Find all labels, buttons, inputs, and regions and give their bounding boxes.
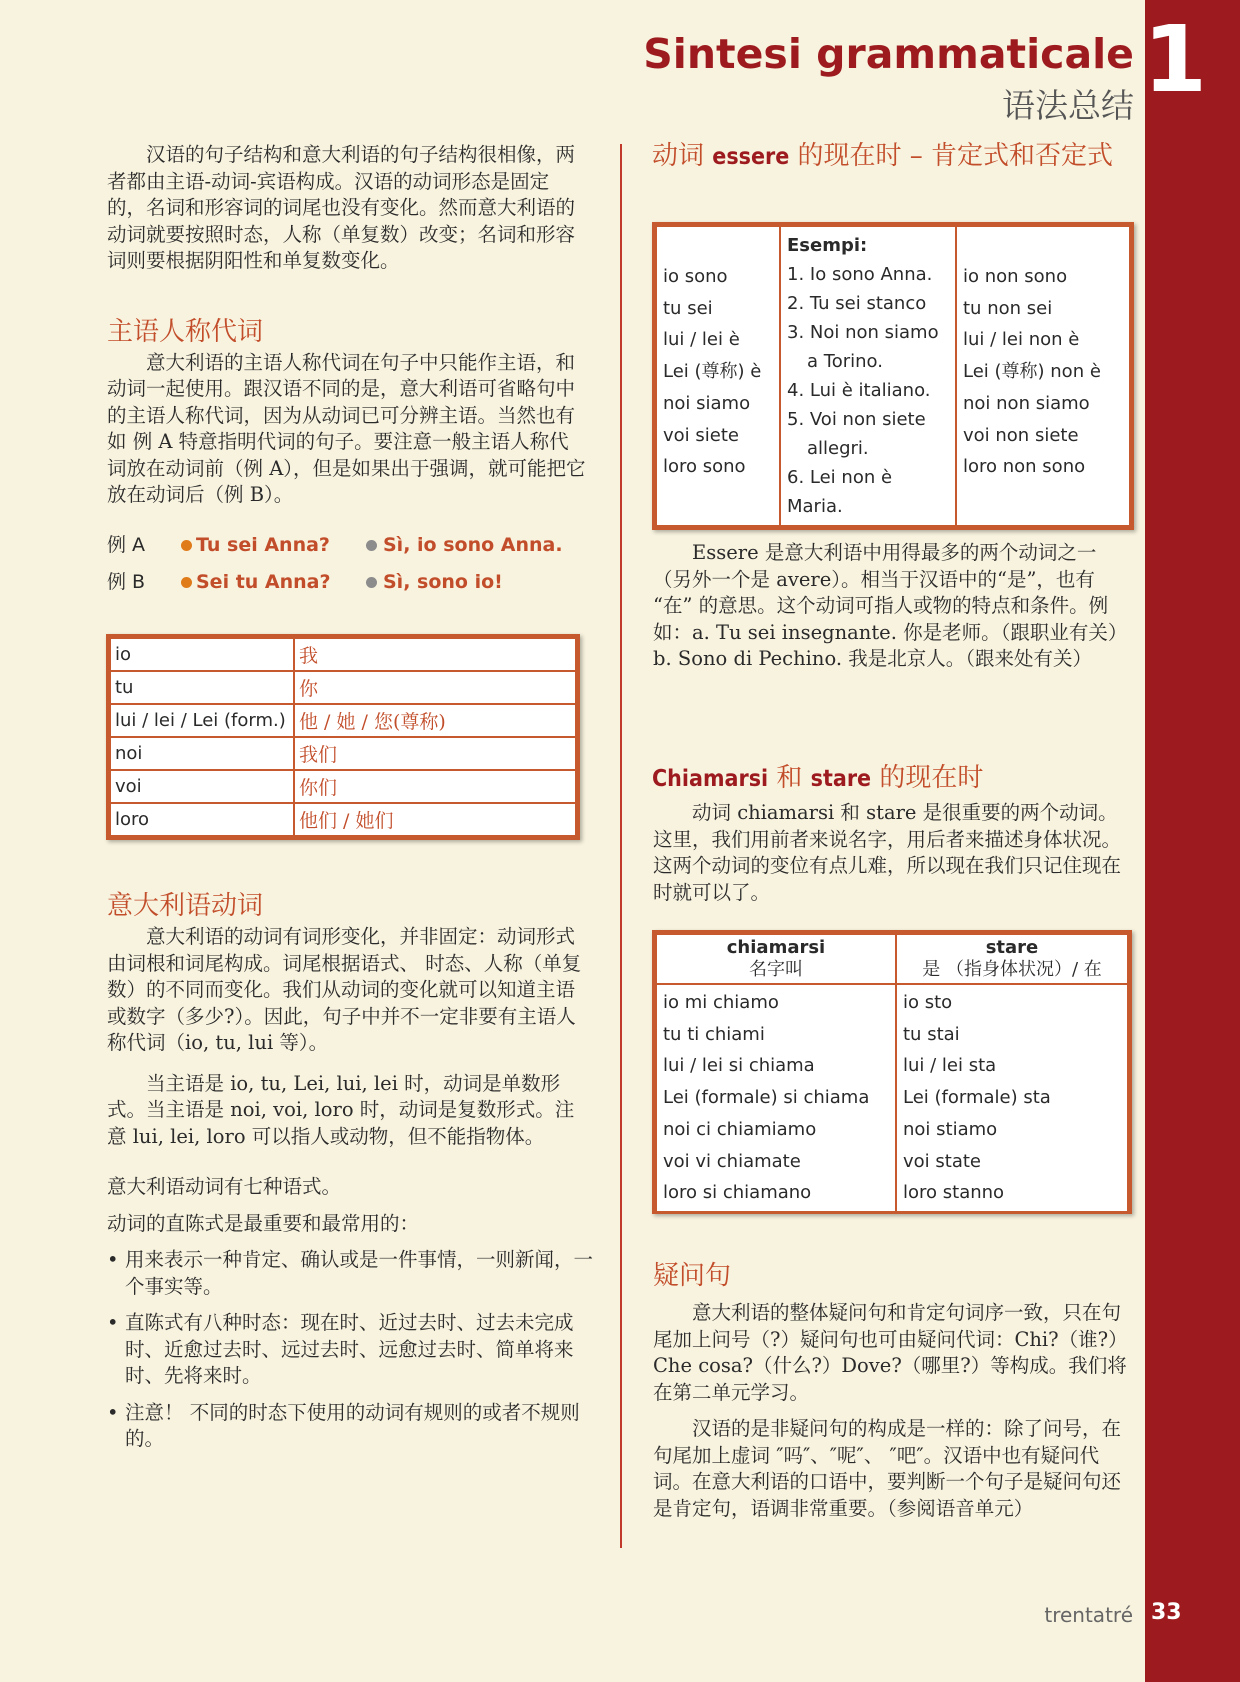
chiamarsi-heading <box>652 757 1132 794</box>
conjugation: loro non sono <box>963 456 1086 478</box>
conjugation: voi vi chiamate <box>663 1150 801 1172</box>
example-b <box>107 564 587 601</box>
example: 1. Io sono Anna. <box>787 264 933 285</box>
table-row <box>656 226 1130 526</box>
conjugation: tu ti chiami <box>663 1023 765 1045</box>
conjugation: Lei (尊称) è <box>663 361 762 383</box>
verbs-p4: 动词的直陈式是最重要和最常用的： <box>107 1211 420 1235</box>
col2-header <box>896 934 1128 984</box>
verbs-heading: 意大利语动词 <box>107 891 264 921</box>
chiamarsi-description <box>653 800 1133 906</box>
heading-verb: Chiamarsi <box>652 766 769 792</box>
table-row <box>110 704 576 737</box>
conjugation: io non sono <box>963 266 1068 287</box>
example-b-question: Sei tu Anna? <box>196 570 331 593</box>
conjugation: tu non sei <box>963 297 1053 319</box>
conjugation: noi ci chiamiamo <box>663 1118 817 1140</box>
pronoun-zh: 他们 / 她们 <box>294 803 576 836</box>
table-header-row <box>656 934 1128 984</box>
pronoun-it: tu <box>110 671 294 704</box>
pronoun-it: loro <box>110 803 294 836</box>
questions-p1: 意大利语的整体疑问句和肯定句词序一致，只在句尾加上问号（?）疑问句也可由疑问代词：Chi?（谁?）Che cosa?（什么?）Dove?（哪里?）等构成。我们将在第二单元学习。 <box>653 1301 1128 1404</box>
example: 4. Lui è italiano. <box>787 380 931 401</box>
conjugation: noi non siamo <box>963 392 1090 414</box>
table-row <box>110 803 576 836</box>
conjugation: loro stanno <box>903 1182 1005 1204</box>
verbs-p2: 当主语是 io, tu, Lei, lui, lei 时，动词是单数形式。当主语是 noi, voi, loro 时，动词是复数形式。注意 lui, lei, loro 可以指人或动物，但不能指物体。 <box>107 1071 575 1148</box>
conjugation: tu stai <box>903 1023 960 1045</box>
conjugation: voi state <box>903 1150 981 1172</box>
pronoun-it: noi <box>110 737 294 770</box>
heading-text: 动词 <box>652 141 705 171</box>
conjugation: Lei (formale) si chiama <box>663 1087 870 1109</box>
example: 3. Noi non siamo a Torino. <box>787 322 939 372</box>
verbs-p1: 意大利语的动词有词形变化，并非固定：动词形式由词根和词尾构成。词尾根据语式、 时态、人称（单复数）的不同而变化。我们从动词的变化就可以知道主语或数字（多少?）。因此，句子中并不一定非要有主语人称代词（io, tu, lui 等）。 <box>107 925 582 1054</box>
pronoun-zh: 你 <box>294 671 576 704</box>
page-subtitle: 语法总结 <box>1002 86 1134 125</box>
gray-dot-icon <box>366 540 377 551</box>
pronouns-heading: 主语人称代词 <box>107 316 264 347</box>
pronouns-text: 意大利语的主语人称代词在句子中只能作主语，和动词一起使用。跟汉语不同的是，意大利语可省略句中的主语人称代词，因为从动词已可分辨主语。当然也有如 例 A 特意指明代词的句子。要注意一般主语人称代词放在动词前（例 A），但是如果出于强调，就可能把它放在动词后（例 B）。 <box>107 350 586 506</box>
col2-values <box>896 984 1128 1211</box>
conjugation: io sono <box>663 266 728 287</box>
example: 6. Lei non è Maria. <box>787 467 893 517</box>
examples-title: Esempi: <box>787 235 868 256</box>
chapter-number: 1 <box>1143 6 1208 113</box>
col-title: stare <box>985 937 1039 958</box>
example: 5. Voi non siete allegri. <box>787 409 926 459</box>
list-item: • 注意！ 不同的时态下使用的动词有规则的或者不规则的。 <box>107 1400 593 1453</box>
verbs-p3: 意大利语动词有七种语式。 <box>107 1175 342 1198</box>
heading-verb: essere <box>712 144 790 170</box>
pronoun-zh: 他 / 她 / 您(尊称) <box>294 704 576 737</box>
col-subtitle: 是 （指身体状况）/ 在 <box>922 959 1102 980</box>
page-title: Sintesi grammaticale <box>643 30 1134 78</box>
pronoun-zh: 你们 <box>294 770 576 803</box>
orange-dot-icon <box>181 540 192 551</box>
heading-text: 的现在时 – 肯定式和否定式 <box>797 141 1114 171</box>
questions-p2: 汉语的是非疑问句的构成是一样的：除了问号，在句尾加上虚词 ″吗″、″呢″、 ″吧″。汉语中也有疑问代词。在意大利语的口语中，要判断一个句子是疑问句还是肯定句，语调非常重要。（参阅语音单元） <box>653 1417 1122 1520</box>
example-a-label: 例 A <box>107 533 146 556</box>
pronoun-table <box>106 634 580 840</box>
essere-table <box>652 222 1134 530</box>
affirm-column <box>656 226 780 526</box>
heading-text: 的现在时 <box>879 763 984 793</box>
table-row <box>110 737 576 770</box>
chiamarsi-desc: 动词 chiamarsi 和 stare 是很重要的两个动词。这里，我们用前者来说名字，用后者来描述身体状况。这两个动词的变位有点儿难，所以现在我们只记住现在时就可以了。 <box>653 801 1122 904</box>
conjugation: lui / lei è <box>663 329 740 351</box>
conjugation: voi siete <box>663 424 739 446</box>
conjugation: loro sono <box>663 456 746 478</box>
table-row <box>110 638 576 671</box>
conjugation: io mi chiamo <box>663 992 779 1013</box>
list-item: • 用来表示一种肯定、确认或是一件事情，一则新闻，一个事实等。 <box>107 1247 593 1300</box>
verbs-section <box>107 885 593 1453</box>
list-item: • 直陈式有八种时态：现在时、近过去时、过去未完成时、近愈过去时、远过去时、远愈过去时、简单将来时、先将来时。 <box>107 1310 593 1390</box>
pronoun-it: lui / lei / Lei (form.) <box>110 704 294 737</box>
examples-column <box>780 226 956 526</box>
col-title: chiamarsi <box>726 937 826 958</box>
col-subtitle: 名字叫 <box>749 959 803 980</box>
chiamarsi-table <box>652 930 1132 1214</box>
conjugation: noi siamo <box>663 392 751 414</box>
conjugation: loro si chiamano <box>663 1182 812 1204</box>
examples <box>107 527 587 601</box>
gray-dot-icon <box>366 577 377 588</box>
page-number-word: trentatré <box>1044 1603 1133 1627</box>
left-column <box>107 142 587 601</box>
heading-text: 和 <box>776 763 803 793</box>
example-b-label: 例 B <box>107 570 146 593</box>
pronoun-zh: 我们 <box>294 737 576 770</box>
essere-description <box>653 540 1133 673</box>
example: 2. Tu sei stanco <box>787 293 927 314</box>
chapter-sidebar <box>1145 0 1240 1682</box>
example-a-reply: Sì, io sono Anna. <box>383 533 563 556</box>
essere-heading <box>652 140 1134 174</box>
pronoun-it: voi <box>110 770 294 803</box>
conjugation: voi non siete <box>963 424 1079 446</box>
negative-column <box>956 226 1130 526</box>
example-b-reply: Sì, sono io! <box>383 570 503 593</box>
essere-desc: Essere 是意大利语中用得最多的两个动词之一（另外一个是 avere）。相当于汉语中的“是”，也有 “在” 的意思。这个动词可指人或物的特点和条件。例如：a. Tu sei insegnante. 你是老师。（跟职业有关）b. Sono di Pechino. 我是北京人。（跟来处有关） <box>653 541 1128 670</box>
conjugation: lui / lei si chiama <box>663 1055 815 1077</box>
intro-paragraph: 汉语的句子结构和意大利语的句子结构很相像，两者都由主语-动词-宾语构成。汉语的动词形态是固定的，名词和形容词的词尾也没有变化。然而意大利语的动词就要按照时态，人称（单复数）改变；名词和形容词则要根据阴阳性和单复数变化。 <box>107 143 576 272</box>
conjugation: tu sei <box>663 297 713 319</box>
example-a-question: Tu sei Anna? <box>196 533 330 556</box>
questions-section <box>653 1255 1133 1522</box>
page-number: 33 <box>1151 1600 1182 1625</box>
conjugation: lui / lei sta <box>903 1055 997 1077</box>
conjugation: lui / lei non è <box>963 329 1080 351</box>
pronoun-it: io <box>110 638 294 671</box>
table-row <box>110 671 576 704</box>
conjugation: io sto <box>903 992 953 1013</box>
table-row <box>656 984 1128 1211</box>
pronoun-zh: 我 <box>294 638 576 671</box>
questions-heading: 疑问句 <box>653 1261 732 1291</box>
conjugation: Lei (尊称) non è <box>963 361 1101 383</box>
conjugation: Lei (formale) sta <box>903 1087 1051 1109</box>
example-a <box>107 527 587 564</box>
col1-values <box>656 984 896 1211</box>
column-divider <box>620 144 622 1548</box>
col1-header <box>656 934 896 984</box>
table-row <box>110 770 576 803</box>
heading-verb: stare <box>810 766 872 792</box>
orange-dot-icon <box>181 577 192 588</box>
conjugation: noi stiamo <box>903 1118 998 1140</box>
